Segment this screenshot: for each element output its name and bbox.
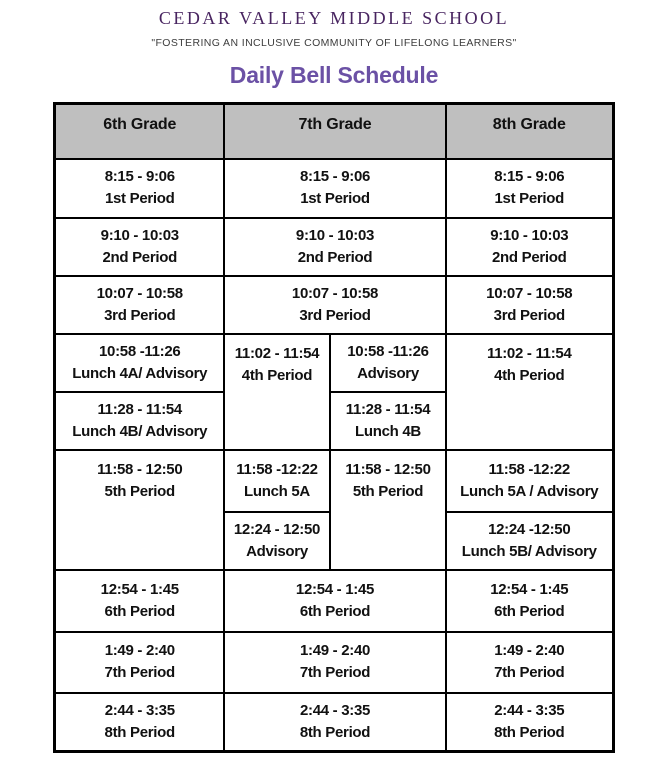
cell-grade7-period7 bbox=[224, 632, 446, 693]
cell-grade7-period8 bbox=[224, 693, 446, 752]
cell-time: 10:58 -11:26 bbox=[347, 342, 429, 360]
cell-grade6-period8 bbox=[55, 693, 224, 752]
cell-time: 11:58 -12:22 bbox=[236, 460, 318, 478]
cell-grade7-advisory4 bbox=[330, 334, 446, 392]
cell-label: 1st Period bbox=[494, 190, 565, 207]
cell-label: 3rd Period bbox=[493, 306, 565, 324]
cell-time: 11:58 - 12:50 bbox=[97, 460, 183, 478]
cell-time: 10:07 - 10:58 bbox=[486, 284, 573, 302]
cell-time: 11:02 - 11:54 bbox=[486, 344, 572, 362]
cell-time: 2:44 - 3:35 bbox=[104, 701, 175, 719]
page-title: Daily Bell Schedule bbox=[229, 62, 439, 88]
cell-grade6-lunch4b bbox=[55, 392, 224, 450]
cell-time: 11:28 - 11:54 bbox=[345, 400, 431, 418]
cell-grade7-period4 bbox=[224, 334, 330, 450]
cell-grade8-period1 bbox=[446, 159, 613, 218]
table-header-row bbox=[55, 104, 613, 159]
cell-time: 12:54 - 1:45 bbox=[295, 580, 375, 598]
cell-grade8-lunch5b bbox=[446, 512, 613, 570]
cell-time: 10:07 - 10:58 bbox=[291, 284, 379, 302]
cell-label: 5th Period bbox=[104, 482, 175, 500]
cell-grade7-period1 bbox=[224, 159, 446, 218]
table-row-period4a bbox=[55, 334, 613, 392]
cell-grade8-period3 bbox=[446, 276, 613, 334]
school-name: CEDAR VALLEY MIDDLE SCHOOL bbox=[158, 8, 510, 28]
cell-time: 1:49 - 2:40 bbox=[494, 642, 565, 659]
cell-time: 12:54 - 1:45 bbox=[490, 580, 569, 598]
cell-grade6-period1 bbox=[55, 159, 224, 218]
column-header-grade8: 8th Grade bbox=[446, 104, 613, 159]
cell-grade8-period6 bbox=[446, 570, 613, 632]
cell-label: 4th Period bbox=[241, 366, 313, 384]
cell-time: 12:24 -12:50 bbox=[488, 520, 571, 538]
table-row-period6 bbox=[55, 570, 613, 632]
cell-label: 6th Period bbox=[104, 602, 175, 620]
cell-label: 3rd Period bbox=[299, 306, 371, 324]
cell-time: 8:15 - 9:06 bbox=[104, 168, 175, 185]
cell-time: 2:44 - 3:35 bbox=[299, 701, 371, 719]
cell-label: 7th Period bbox=[494, 664, 565, 681]
cell-label: Lunch 4B bbox=[355, 422, 421, 440]
cell-time: 1:49 - 2:40 bbox=[104, 642, 175, 659]
cell-grade6-period2 bbox=[55, 218, 224, 276]
table-row-period8 bbox=[55, 693, 613, 752]
cell-label: Lunch 4B/ Advisory bbox=[72, 422, 208, 440]
cell-grade7-lunch5a bbox=[224, 450, 330, 512]
cell-label: 6th Period bbox=[299, 602, 371, 620]
cell-grade8-period7 bbox=[446, 632, 613, 693]
cell-time: 12:54 - 1:45 bbox=[100, 580, 179, 598]
cell-label: 5th Period bbox=[352, 482, 424, 500]
table-row-period2 bbox=[55, 218, 613, 276]
cell-time: 9:10 - 10:03 bbox=[100, 226, 179, 244]
cell-label: 1st Period bbox=[104, 190, 175, 207]
cell-time: 10:07 - 10:58 bbox=[96, 284, 183, 302]
cell-time: 9:10 - 10:03 bbox=[295, 226, 375, 244]
cell-grade6-period7 bbox=[55, 632, 224, 693]
cell-grade6-period3 bbox=[55, 276, 224, 334]
cell-grade7-lunch4b bbox=[330, 392, 446, 450]
cell-time: 8:15 - 9:06 bbox=[299, 168, 371, 185]
cell-label: 2nd Period bbox=[102, 248, 177, 266]
cell-time: 8:15 - 9:06 bbox=[494, 168, 565, 185]
page bbox=[0, 8, 668, 753]
cell-grade7-period2 bbox=[224, 218, 446, 276]
cell-grade7-period6 bbox=[224, 570, 446, 632]
cell-label: Advisory bbox=[246, 542, 308, 560]
column-header-grade6: 6th Grade bbox=[55, 104, 224, 159]
cell-grade8-period8 bbox=[446, 693, 613, 752]
cell-label: 7th Period bbox=[104, 664, 175, 681]
cell-time: 9:10 - 10:03 bbox=[490, 226, 569, 244]
table-row-period5a bbox=[55, 450, 613, 512]
cell-time: 1:49 - 2:40 bbox=[299, 642, 371, 659]
cell-label: Lunch 4A/ Advisory bbox=[72, 364, 208, 382]
cell-grade6-period6 bbox=[55, 570, 224, 632]
cell-grade8-period4 bbox=[446, 334, 613, 450]
cell-label: Advisory bbox=[357, 364, 419, 382]
cell-label: Lunch 5B/ Advisory bbox=[461, 542, 597, 560]
cell-label: 3rd Period bbox=[104, 306, 176, 324]
cell-grade8-lunch5a bbox=[446, 450, 613, 512]
table-row-period1 bbox=[55, 159, 613, 218]
cell-grade8-period2 bbox=[446, 218, 613, 276]
school-tagline: "FOSTERING AN INCLUSIVE COMMUNITY OF LIFELONG LEARNERS" bbox=[151, 37, 517, 49]
column-header-grade7: 7th Grade bbox=[224, 104, 446, 159]
cell-label: 6th Period bbox=[494, 602, 565, 620]
cell-label: 8th Period bbox=[299, 723, 371, 741]
cell-label: 4th Period bbox=[494, 366, 565, 384]
cell-label: Lunch 5A bbox=[244, 482, 310, 500]
cell-label: 2nd Period bbox=[491, 248, 567, 266]
table-row-period7 bbox=[55, 632, 613, 693]
cell-time: 10:58 -11:26 bbox=[99, 342, 181, 360]
cell-label: 2nd Period bbox=[297, 248, 373, 266]
cell-label: Lunch 5A / Advisory bbox=[460, 482, 599, 500]
cell-label: 7th Period bbox=[299, 664, 371, 681]
cell-time: 11:58 -12:22 bbox=[488, 460, 570, 478]
cell-time: 12:24 - 12:50 bbox=[233, 520, 321, 538]
cell-grade6-period5 bbox=[55, 450, 224, 570]
cell-label: 8th Period bbox=[494, 723, 565, 741]
cell-time: 11:02 - 11:54 bbox=[234, 344, 320, 362]
cell-label: 8th Period bbox=[104, 723, 175, 741]
cell-grade6-lunch4a bbox=[55, 334, 224, 392]
cell-time: 2:44 - 3:35 bbox=[494, 701, 565, 719]
table-row-period3 bbox=[55, 276, 613, 334]
cell-grade7-advisory5 bbox=[224, 512, 330, 570]
cell-grade7-period3 bbox=[224, 276, 446, 334]
bell-schedule-table bbox=[53, 102, 614, 753]
cell-grade7-period5 bbox=[330, 450, 446, 570]
cell-time: 11:28 - 11:54 bbox=[97, 400, 182, 418]
cell-label: 1st Period bbox=[300, 190, 370, 207]
cell-time: 11:58 - 12:50 bbox=[345, 460, 431, 478]
